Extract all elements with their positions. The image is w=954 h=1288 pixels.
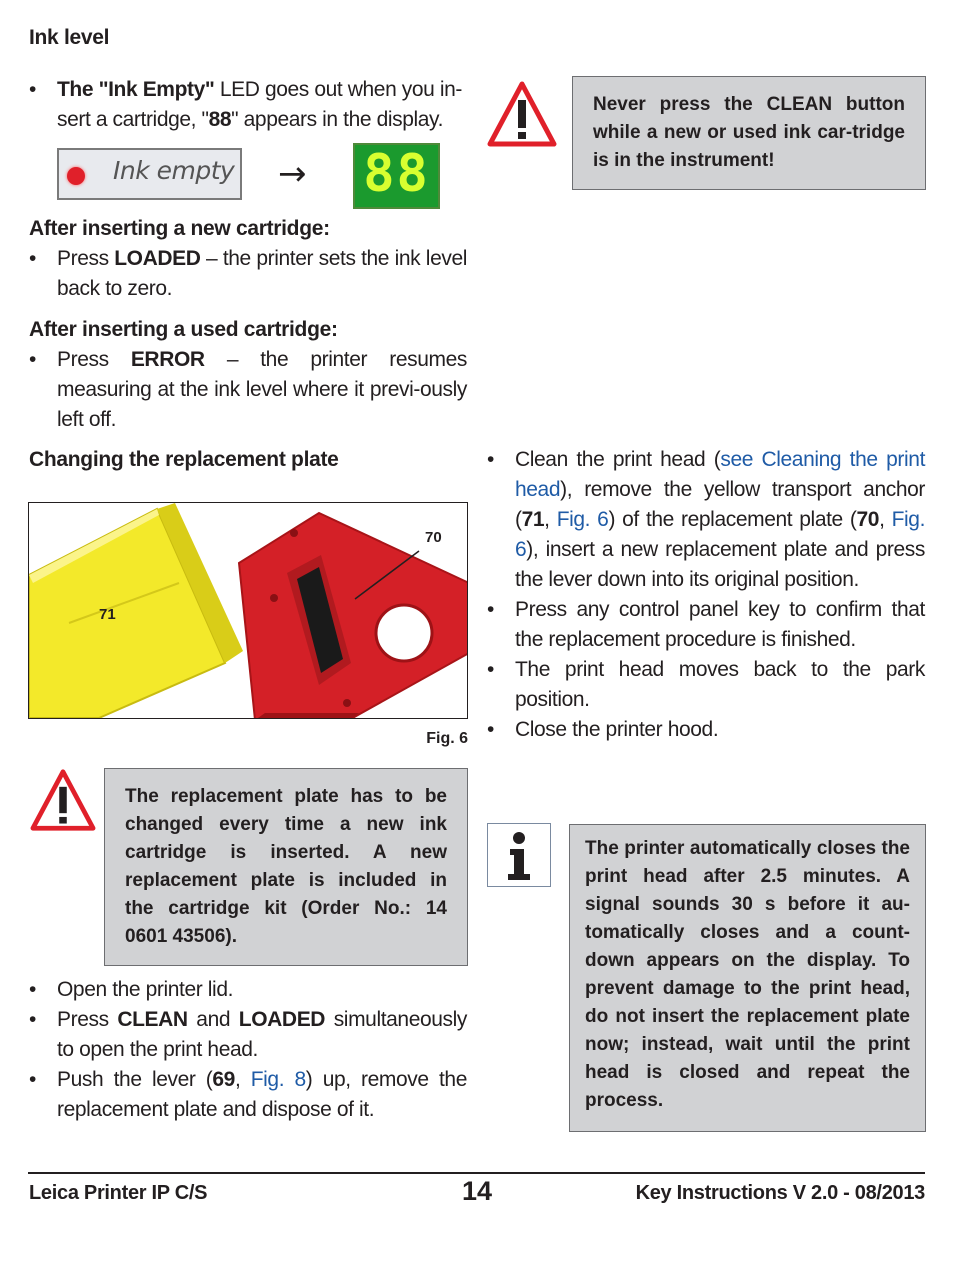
text: Push the lever ( <box>57 1068 213 1091</box>
text: LED goes out when you in-sert a cartridge, " <box>57 78 463 131</box>
text: Press any control panel key to confirm that the replacement procedure is finished. <box>515 598 925 651</box>
ink-empty-label: Ink empty <box>113 156 235 185</box>
figure-label-71: 71 <box>99 606 116 623</box>
text: ) of the replacement plate ( <box>608 508 857 531</box>
page-number: 14 <box>461 1176 493 1206</box>
figure-label-70: 70 <box>425 529 442 546</box>
used-cartridge-heading: After inserting a used cartridge: <box>29 318 338 341</box>
section-title: Ink level <box>29 26 110 49</box>
list-item <box>29 1005 467 1065</box>
text: simultaneously to open the print head. <box>57 1008 467 1061</box>
footer-divider <box>28 1172 925 1174</box>
text: Press <box>57 247 115 270</box>
warning-note-replacement: The replacement plate has to be changed every time a new ink cartridge is inserted. A new replacement plate is included in the cartridge kit (Order No.: 14 0601 43506). <box>104 768 468 966</box>
text: – the printer resumes measuring at the ink level where it previ-ously left off. <box>57 348 467 431</box>
bold-text: The "Ink Empty" <box>57 78 215 101</box>
figure-caption: Fig. 6 <box>426 730 468 747</box>
text: Clean the print head ( <box>515 448 721 471</box>
list-item <box>29 975 467 1005</box>
figure-6-photo <box>28 502 468 719</box>
text: The print head moves back to the park position. <box>515 658 925 711</box>
list-item <box>487 655 925 715</box>
right-steps-list <box>487 445 925 745</box>
replacement-plate-heading: Changing the replacement plate <box>29 448 339 471</box>
list-item <box>487 595 925 655</box>
text: , <box>544 508 557 531</box>
info-icon <box>487 823 551 887</box>
list-item <box>487 715 925 745</box>
list-item <box>29 1065 467 1125</box>
fig-6-link[interactable]: Fig. 6 <box>515 508 926 561</box>
warning-note-clean: Never press the CLEAN button while a new or used ink car-tridge is in the instrument! <box>572 76 926 190</box>
led-dot-icon <box>67 167 85 185</box>
text: , <box>234 1068 251 1091</box>
arrow-right-icon: → <box>278 154 307 194</box>
text: ), remove the yellow transport anchor ( <box>515 478 925 531</box>
text: and <box>187 1008 239 1031</box>
bold-text: 70 <box>856 508 880 531</box>
text: Press <box>57 1008 118 1031</box>
text: Open the printer lid. <box>57 978 234 1001</box>
bold-text: CLEAN <box>117 1008 188 1031</box>
list-item <box>29 345 467 435</box>
list-item <box>29 244 467 304</box>
fig-8-link[interactable]: Fig. 8 <box>250 1068 306 1091</box>
bold-text: ERROR <box>130 348 205 371</box>
new-cartridge-list <box>29 244 467 304</box>
footer-product: Leica Printer IP C/S <box>29 1182 208 1204</box>
left-steps-list <box>29 975 467 1125</box>
used-cartridge-list <box>29 345 467 435</box>
warning-triangle-icon <box>487 80 557 148</box>
bold-text: 69 <box>212 1068 235 1091</box>
ink-empty-led-panel <box>57 148 242 200</box>
footer-version: Key Instructions V 2.0 - 08/2013 <box>635 1182 925 1204</box>
bold-text: 88 <box>208 108 232 131</box>
fig-6-link[interactable]: Fig. 6 <box>556 508 609 531</box>
list-item <box>487 445 925 595</box>
info-note-auto-close: The printer automatically closes the print head after 2.5 minutes. A signal sounds 30 s before it au-tomatically closes and a count-down appears on the display. To prevent damage to the print head, do not insert the replacement plate now; instead, wait until the print head is closed and repeat the process. <box>569 824 926 1132</box>
replacement-plate-illustration <box>29 503 468 719</box>
display-88: 88 <box>353 143 440 209</box>
text: Close the printer hood. <box>515 718 719 741</box>
ink-empty-bullet-list <box>29 75 467 135</box>
text: – the printer sets the ink level back to zero. <box>57 247 467 300</box>
text: ), insert a new replacement plate and press the lever down into its original position. <box>515 538 925 591</box>
text: , <box>879 508 892 531</box>
bold-text: LOADED <box>114 247 201 270</box>
list-item <box>29 75 467 135</box>
bold-text: LOADED <box>238 1008 326 1031</box>
text: ) up, remove the replacement plate and dispose of it. <box>57 1068 467 1121</box>
bold-text: 71 <box>521 508 545 531</box>
new-cartridge-heading: After inserting a new cartridge: <box>29 217 330 240</box>
text: Press <box>57 348 131 371</box>
cleaning-print-head-link[interactable]: see Cleaning the print head <box>515 448 925 501</box>
warning-triangle-icon <box>28 768 98 832</box>
text: " appears in the display. <box>231 108 444 131</box>
